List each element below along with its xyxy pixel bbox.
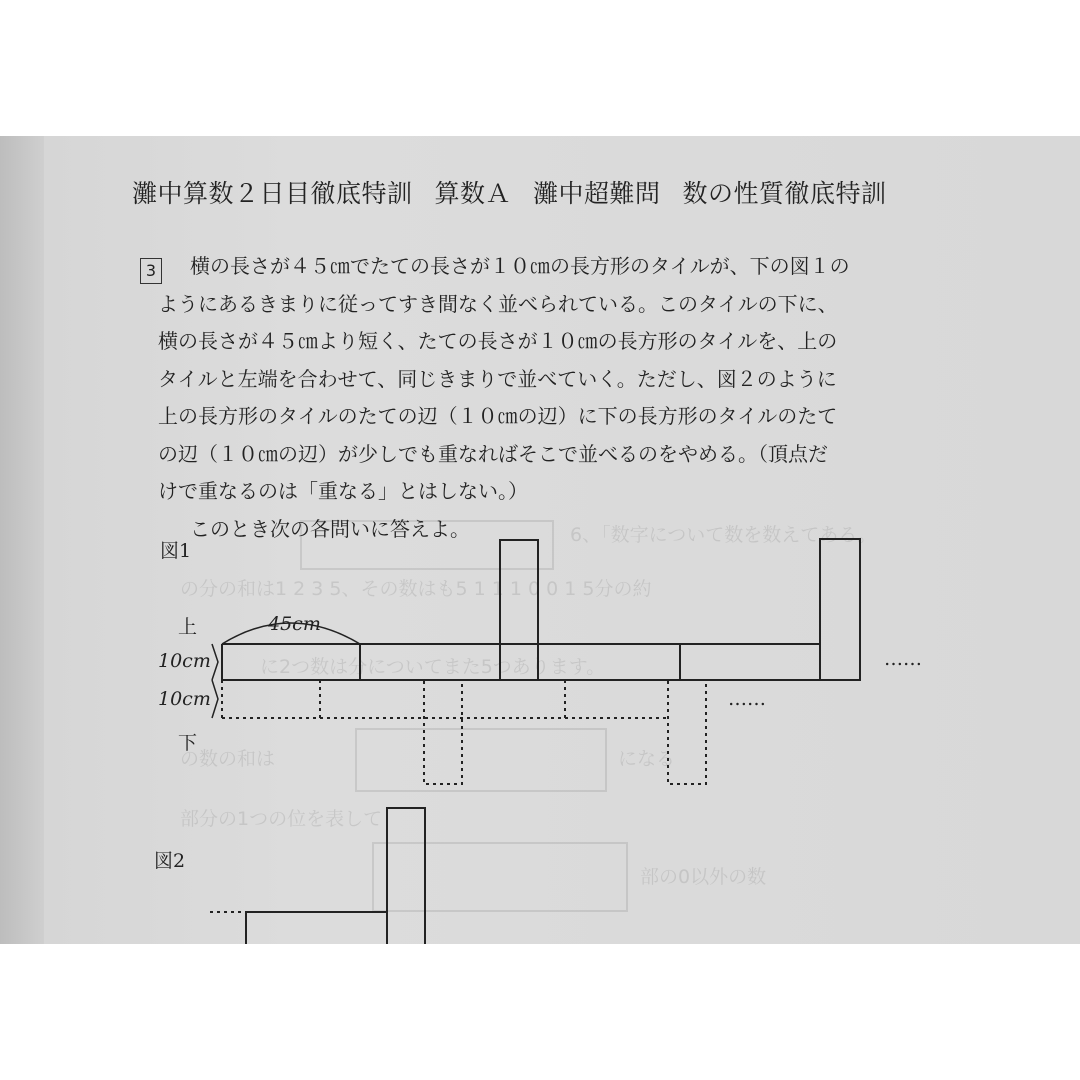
height-label-bottom: 10cm: [158, 688, 211, 710]
bottom-row-label: 下: [178, 732, 198, 754]
problem-line: ようにあるきまりに従ってすき間なく並べられている。このタイルの下に、: [158, 291, 838, 316]
bleed-text: に2つ数は分についてまた5つあります。: [260, 656, 606, 678]
bleed-text: の数の和は: [180, 748, 276, 770]
continuation-ellipsis: ……: [884, 648, 922, 670]
bleed-text: 6、「数字について数を数えてある。: [570, 524, 877, 546]
problem-line: 横の長さが４５㎝より短く、たての長さが１０㎝の長方形のタイルを、上の: [158, 329, 838, 353]
header-part: 灘中算数２日目徹底特訓: [132, 179, 413, 208]
height-label-top: 10cm: [158, 650, 211, 672]
lower-vertical-tile: [424, 680, 462, 784]
problem-line: けで重なるのは「重なる」とはしない。）: [158, 479, 528, 503]
bleed-text: の分の和は1 2 3 5、その数はも5 1 1 1 0 0 1 5分の約: [180, 578, 652, 600]
bleed-text: 部分の1つの位を表して: [180, 808, 383, 830]
height-brace: [212, 680, 218, 718]
bleed-text: 部の0以外の数: [640, 866, 767, 888]
paper-page: [0, 136, 1080, 944]
vertical-tile: [500, 540, 538, 680]
vertical-tile: [820, 539, 860, 680]
width-label: 45cm: [268, 613, 321, 635]
problem-line: 上の長方形のタイルのたての辺（１０㎝の辺）に下の長方形のタイルのたて: [158, 404, 838, 428]
top-row-label: 上: [178, 616, 198, 638]
header-part: 灘中超難問: [533, 179, 661, 208]
lower-vertical-tile: [668, 680, 706, 784]
problem-line: タイルと左端を合わせて、同じきまりで並べていく。ただし、図２のように: [158, 366, 837, 391]
figure1-diagram: [0, 136, 1080, 944]
header-part: 算数Ａ: [434, 179, 512, 208]
figure1-label: 図1: [160, 540, 192, 562]
fig2-vertical-tile: [387, 808, 425, 944]
header-part: 数の性質徹底特訓: [682, 179, 887, 208]
continuation-ellipsis: ……: [728, 688, 766, 710]
bleed-text: になる: [618, 748, 676, 770]
problem-instruction: このとき次の各問いに答えよ。: [190, 516, 470, 541]
figure2-label: 図2: [154, 850, 186, 872]
height-brace: [212, 644, 218, 680]
problem-line: 横の長さが４５㎝でたての長さが１０㎝の長方形のタイルが、下の図１の: [190, 254, 850, 278]
problem-line: の辺（１０㎝の辺）が少しでも重なればそこで並べるのをやめる。（頂点だ: [158, 441, 828, 466]
question-number-box: 3: [140, 258, 162, 284]
